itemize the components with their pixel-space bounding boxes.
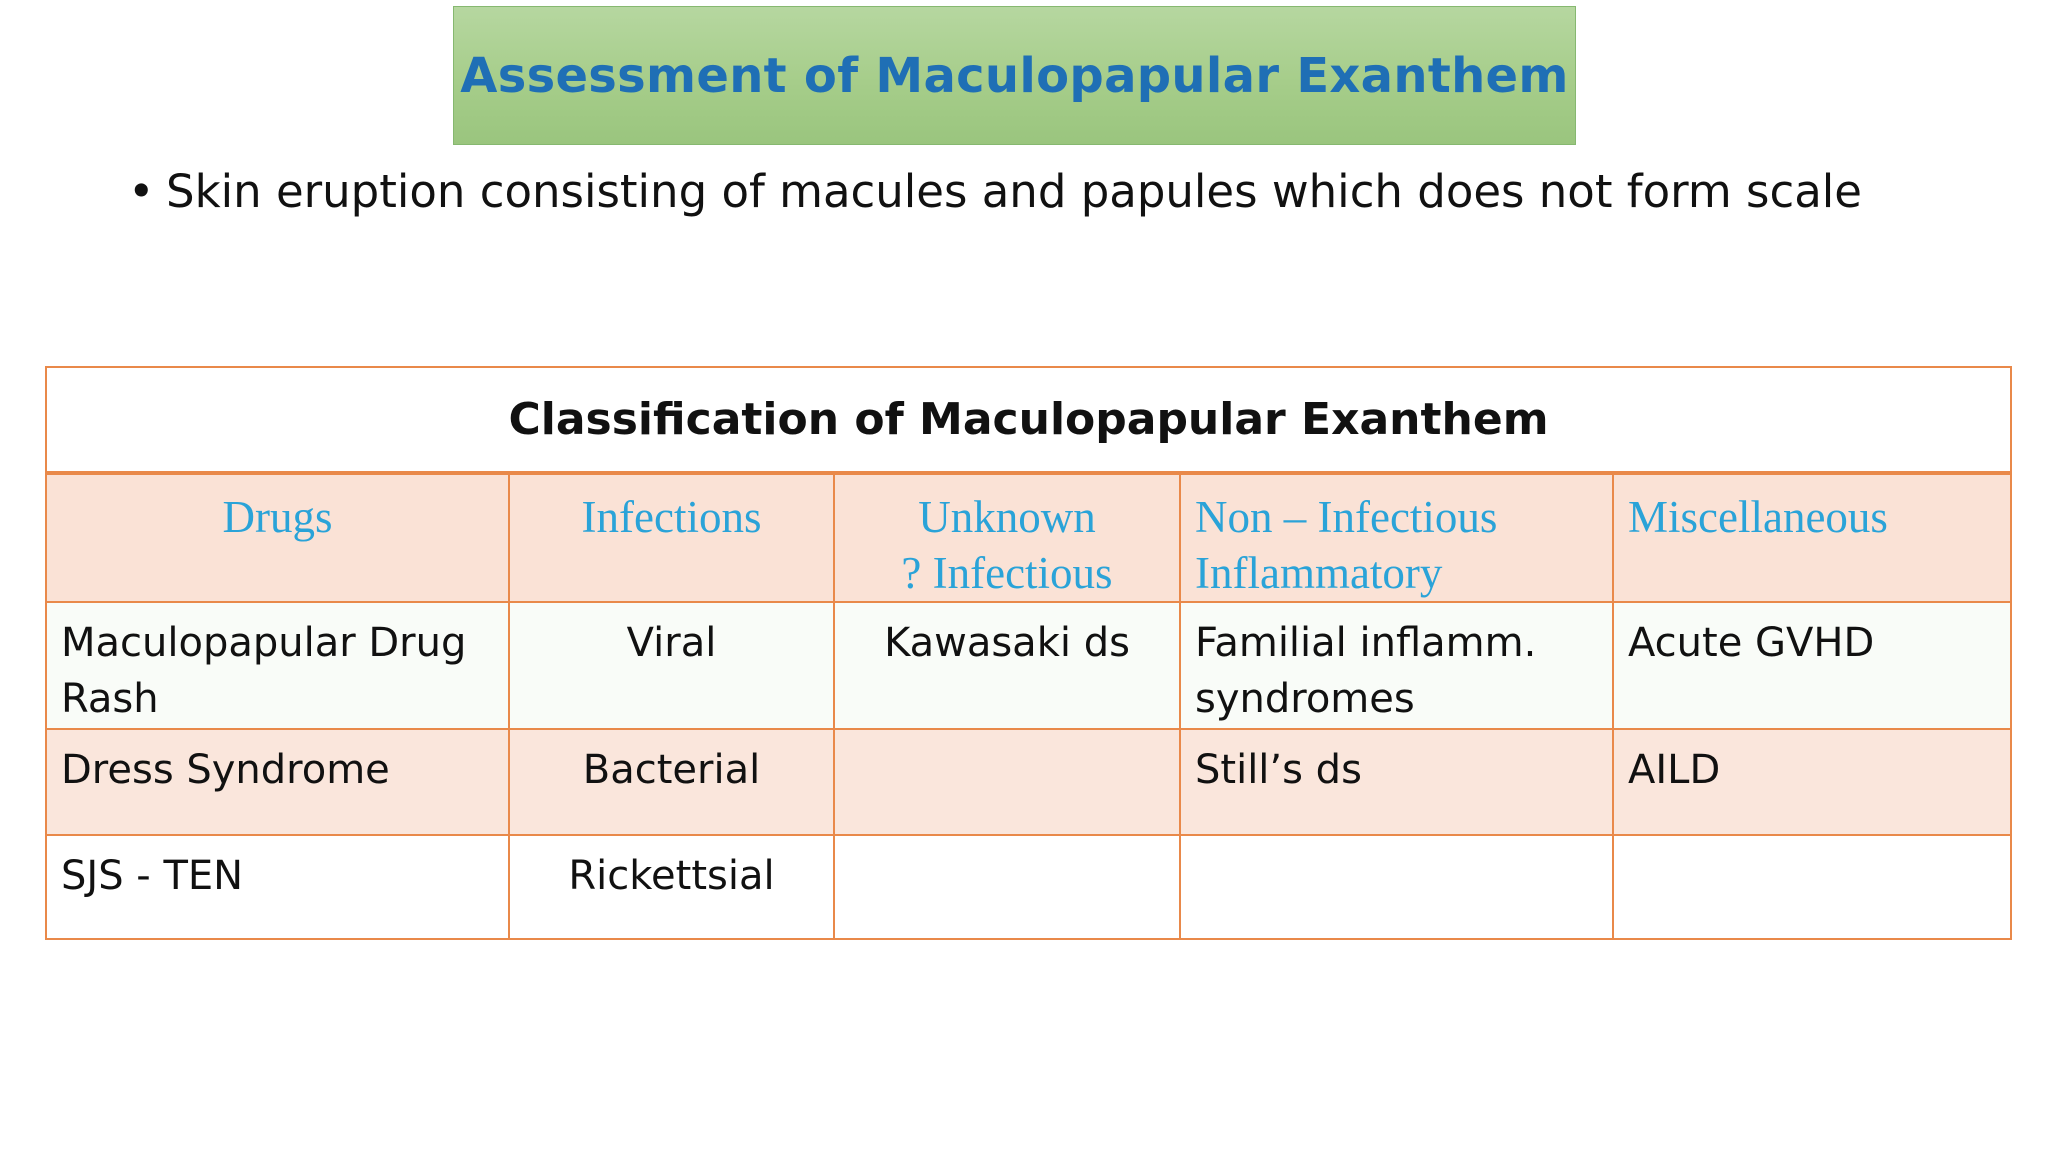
- table-cell: [1613, 835, 2011, 939]
- bullet-marker: •: [128, 165, 155, 218]
- slide-title: Assessment of Maculopapular Exanthem: [460, 47, 1569, 104]
- table-cell: [834, 835, 1180, 939]
- classification-table: [45, 366, 2012, 940]
- table-cell: Kawasaki ds: [834, 602, 1180, 729]
- table-cell: Bacterial: [509, 729, 834, 835]
- bullet-item: [128, 165, 1862, 218]
- header-miscellaneous: Miscellaneous: [1613, 473, 2011, 602]
- slide-title-box: [453, 6, 1576, 145]
- header-drugs: Drugs: [46, 473, 509, 602]
- header-unknown-infectious: Unknown ? Infectious: [834, 473, 1180, 602]
- bullet-text: Skin eruption consisting of macules and papules which does not form scale: [166, 165, 1862, 218]
- header-non-infectious-inflammatory: Non – Infectious Inflammatory: [1180, 473, 1613, 602]
- table-cell: Viral: [509, 602, 834, 729]
- table-cell: Still’s ds: [1180, 729, 1613, 835]
- table-cell: [1180, 835, 1613, 939]
- table-row: [46, 729, 2011, 835]
- table-caption: Classification of Maculopapular Exanthem: [46, 367, 2011, 473]
- table-cell: Maculopapular Drug Rash: [46, 602, 509, 729]
- table-cell: SJS - TEN: [46, 835, 509, 939]
- table-row: [46, 835, 2011, 939]
- header-infections: Infections: [509, 473, 834, 602]
- table-row: [46, 602, 2011, 729]
- table-cell: Familial inflamm. syndromes: [1180, 602, 1613, 729]
- table-cell: Dress Syndrome: [46, 729, 509, 835]
- table-header-row: [46, 473, 2011, 602]
- table-cell: Rickettsial: [509, 835, 834, 939]
- table-cell: AILD: [1613, 729, 2011, 835]
- table-cell: [834, 729, 1180, 835]
- table-cell: Acute GVHD: [1613, 602, 2011, 729]
